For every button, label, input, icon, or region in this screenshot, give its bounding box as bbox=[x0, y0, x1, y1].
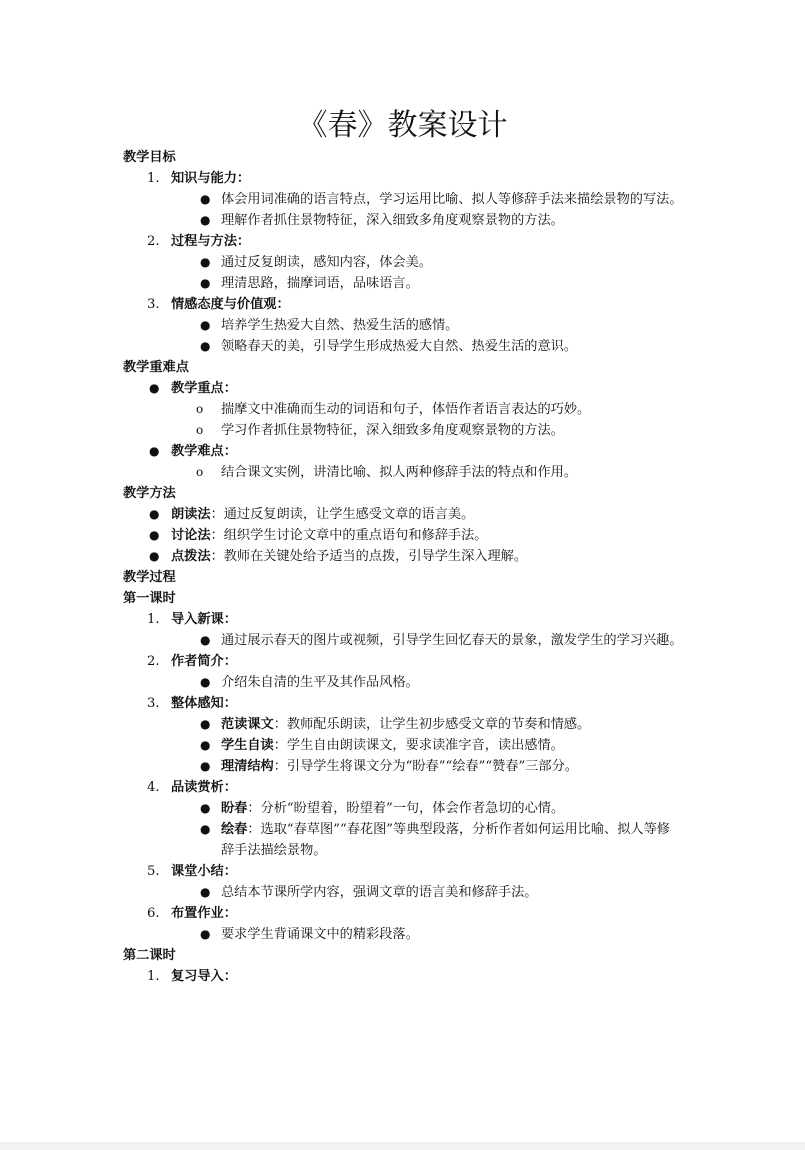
step-item bbox=[123, 861, 683, 882]
step-bullet-text: 介绍朱自清的生平及其作品风格。 bbox=[221, 675, 419, 690]
step-number: 1. bbox=[147, 612, 160, 627]
goal-number: 2. bbox=[147, 234, 160, 249]
bullet-icon: ● bbox=[200, 885, 211, 899]
bullet-icon: ● bbox=[200, 276, 211, 290]
method-label: 朗读法 bbox=[171, 507, 211, 522]
lesson-heading: 第一课时 bbox=[123, 591, 176, 606]
keypoint-sub-text: 结合课文实例，讲清比喻、拟人两种修辞手法的特点和作用。 bbox=[221, 465, 578, 480]
step-label: 布置作业： bbox=[171, 906, 237, 921]
step-item bbox=[123, 903, 683, 924]
step-bullet-label: 学生自读 bbox=[221, 738, 274, 753]
step-bullet-label: 范读课文 bbox=[221, 717, 274, 732]
section-heading-process: 教学过程 bbox=[123, 570, 176, 585]
goal-bullet-text: 体会用词准确的语言特点，学习运用比喻、拟人等修辞手法来描绘景物的写法。 bbox=[221, 192, 683, 207]
step-label: 品读赏析： bbox=[171, 780, 237, 795]
keypoint-item bbox=[123, 441, 683, 462]
step-bullet bbox=[123, 882, 683, 903]
step-bullet-text: 总结本节课所学内容，强调文章的语言美和修辞手法。 bbox=[221, 885, 538, 900]
lesson-heading: 第二课时 bbox=[123, 948, 176, 963]
goal-bullet bbox=[123, 189, 683, 210]
goal-bullet bbox=[123, 252, 683, 273]
keypoint-sub bbox=[123, 420, 683, 441]
step-bullet-text: 要求学生背诵课文中的精彩段落。 bbox=[221, 927, 419, 942]
bullet-icon: ● bbox=[200, 759, 211, 773]
bullet-icon: ● bbox=[200, 675, 211, 689]
step-number: 3. bbox=[147, 696, 160, 711]
step-bullet-label: 绘春 bbox=[221, 822, 248, 837]
goal-label: 过程与方法： bbox=[171, 234, 251, 249]
step-bullet bbox=[123, 819, 683, 861]
keypoint-item bbox=[123, 378, 683, 399]
step-item bbox=[123, 777, 683, 798]
keypoint-label: 教学难点： bbox=[171, 444, 237, 459]
goal-number: 1. bbox=[147, 171, 160, 186]
bullet-icon: ● bbox=[200, 822, 211, 836]
goal-bullet bbox=[123, 315, 683, 336]
bullet-icon: ● bbox=[149, 444, 160, 458]
step-bullet bbox=[123, 630, 683, 651]
step-item bbox=[123, 966, 683, 987]
bullet-icon: ● bbox=[149, 549, 160, 563]
step-number: 4. bbox=[147, 780, 160, 795]
bullet-icon: ● bbox=[149, 381, 160, 395]
method-label: 点拨法 bbox=[171, 549, 211, 564]
method-label: 讨论法 bbox=[171, 528, 211, 543]
goal-item bbox=[123, 168, 683, 189]
page-title: 《春》教案设计 bbox=[297, 108, 508, 143]
section-heading-keypoints: 教学重难点 bbox=[123, 360, 189, 375]
step-bullet-text: ：学生自由朗读课文，要求读准字音，读出感情。 bbox=[273, 738, 564, 753]
method-item bbox=[123, 504, 683, 525]
bullet-icon: ● bbox=[200, 801, 211, 815]
bullet-icon: ● bbox=[200, 738, 211, 752]
goal-bullet-text: 理清思路，揣摩词语，品味语言。 bbox=[221, 276, 419, 291]
step-bullet-text: ：教师配乐朗读，让学生初步感受文章的节奏和情感。 bbox=[273, 717, 591, 732]
step-bullet-text: ：引导学生将课文分为“盼春”“绘春”“赞春”三部分。 bbox=[273, 759, 578, 774]
step-bullet bbox=[123, 735, 683, 756]
bullet-icon: ● bbox=[149, 507, 160, 521]
bullet-icon: ● bbox=[200, 255, 211, 269]
bullet-icon: ● bbox=[200, 927, 211, 941]
step-bullet-label: 理清结构 bbox=[221, 759, 274, 774]
goal-item bbox=[123, 231, 683, 252]
step-bullet bbox=[123, 798, 683, 819]
method-item bbox=[123, 525, 683, 546]
bullet-icon: ● bbox=[200, 339, 211, 353]
step-label: 导入新课： bbox=[171, 612, 237, 627]
method-item bbox=[123, 546, 683, 567]
circle-bullet-icon: o bbox=[196, 423, 204, 437]
step-bullet-label: 盼春 bbox=[221, 801, 248, 816]
bullet-icon: ● bbox=[200, 318, 211, 332]
step-item bbox=[123, 693, 683, 714]
goal-bullet-text: 理解作者抓住景物特征，深入细致多角度观察景物的方法。 bbox=[221, 213, 564, 228]
method-text: ：组织学生讨论文章中的重点语句和修辞手法。 bbox=[210, 528, 488, 543]
step-label: 复习导入： bbox=[171, 969, 237, 984]
goal-bullet bbox=[123, 336, 683, 357]
step-bullet-text: 通过展示春天的图片或视频，引导学生回忆春天的景象，激发学生的学习兴趣。 bbox=[221, 633, 683, 648]
goal-bullet-text: 领略春天的美，引导学生形成热爱大自然、热爱生活的意识。 bbox=[221, 339, 578, 354]
step-bullet-text: ：分析“盼望着，盼望着”一句，体会作者急切的心情。 bbox=[247, 801, 565, 816]
circle-bullet-icon: o bbox=[196, 402, 204, 416]
goal-bullet-text: 通过反复朗读，感知内容，体会美。 bbox=[221, 255, 432, 270]
step-bullet-text: ：选取“春草图”“春花图”等典型段落，分析作者如何运用比喻、拟人等修辞手法描绘景物。 bbox=[221, 822, 670, 858]
step-bullet bbox=[123, 714, 683, 735]
section-heading-methods: 教学方法 bbox=[123, 486, 176, 501]
goal-number: 3. bbox=[147, 297, 160, 312]
step-bullet bbox=[123, 672, 683, 693]
step-number: 1. bbox=[147, 969, 160, 984]
keypoint-sub-text: 揣摩文中准确而生动的词语和句子，体悟作者语言表达的巧妙。 bbox=[221, 402, 591, 417]
bullet-icon: ● bbox=[200, 633, 211, 647]
keypoint-sub bbox=[123, 462, 683, 483]
method-text: ：通过反复朗读，让学生感受文章的语言美。 bbox=[210, 507, 475, 522]
keypoint-label: 教学重点： bbox=[171, 381, 237, 396]
step-number: 5. bbox=[147, 864, 160, 879]
goal-label: 情感态度与价值观： bbox=[171, 297, 290, 312]
step-label: 作者简介： bbox=[171, 654, 237, 669]
goal-bullet bbox=[123, 210, 683, 231]
step-item bbox=[123, 609, 683, 630]
goal-label: 知识与能力： bbox=[171, 171, 251, 186]
method-text: ：教师在关键处给予适当的点拨，引导学生深入理解。 bbox=[210, 549, 528, 564]
document-body bbox=[123, 147, 683, 987]
bullet-icon: ● bbox=[200, 192, 211, 206]
bullet-icon: ● bbox=[149, 528, 160, 542]
step-bullet bbox=[123, 924, 683, 945]
step-label: 课堂小结： bbox=[171, 864, 237, 879]
step-number: 2. bbox=[147, 654, 160, 669]
bullet-icon: ● bbox=[200, 717, 211, 731]
circle-bullet-icon: o bbox=[196, 465, 204, 479]
keypoint-sub-text: 学习作者抓住景物特征，深入细致多角度观察景物的方法。 bbox=[221, 423, 564, 438]
goal-item bbox=[123, 294, 683, 315]
section-heading-goals: 教学目标 bbox=[123, 150, 176, 165]
step-label: 整体感知： bbox=[171, 696, 237, 711]
bullet-icon: ● bbox=[200, 213, 211, 227]
step-number: 6. bbox=[147, 906, 160, 921]
step-item bbox=[123, 651, 683, 672]
keypoint-sub bbox=[123, 399, 683, 420]
step-bullet bbox=[123, 756, 683, 777]
goal-bullet-text: 培养学生热爱大自然、热爱生活的感情。 bbox=[221, 318, 459, 333]
goal-bullet bbox=[123, 273, 683, 294]
